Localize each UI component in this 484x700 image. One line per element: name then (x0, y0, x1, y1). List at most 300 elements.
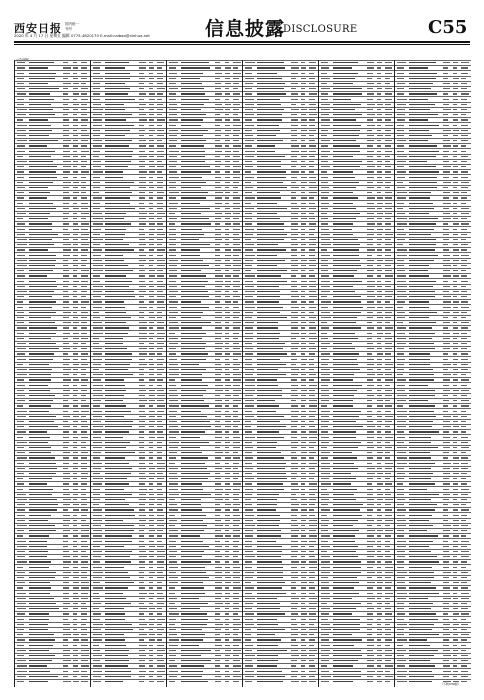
table-cell (291, 291, 298, 292)
table-cell (397, 494, 404, 495)
table-cell (81, 556, 88, 557)
table-cell (245, 551, 253, 552)
table-cell (105, 504, 129, 505)
table-cell (245, 572, 254, 573)
table-cell (81, 431, 87, 432)
table-row (167, 642, 243, 643)
table-cell (73, 634, 79, 635)
table-row (91, 512, 167, 513)
table-cell (157, 582, 162, 583)
table-cell (63, 62, 68, 63)
table-cell (377, 119, 382, 120)
table-cell (149, 327, 153, 328)
table-cell (453, 161, 457, 162)
table-cell (225, 483, 230, 484)
table-cell (93, 301, 102, 302)
table-cell (245, 151, 255, 152)
table-cell (233, 431, 239, 432)
table-cell (367, 561, 375, 562)
table-cell (149, 421, 155, 422)
table-cell (225, 203, 229, 204)
table-cell (29, 135, 49, 136)
table-cell (321, 556, 330, 557)
table-cell (461, 317, 466, 318)
table-cell (169, 161, 177, 162)
table-cell (409, 229, 434, 230)
table-cell (157, 171, 162, 172)
table-row (167, 668, 243, 669)
table-cell (461, 520, 466, 521)
table-cell (215, 73, 222, 74)
table-cell (29, 634, 54, 635)
table-cell (29, 431, 47, 432)
table-cell (93, 551, 102, 552)
table-cell (385, 369, 391, 370)
table-cell (73, 530, 78, 531)
table-cell (181, 197, 206, 198)
table-cell (291, 338, 296, 339)
table-cell (377, 660, 382, 661)
table-row (319, 216, 395, 217)
table-row (167, 159, 243, 160)
table-cell (93, 494, 100, 495)
table-cell (397, 296, 407, 297)
table-cell (257, 561, 282, 562)
table-row (395, 252, 471, 253)
table-cell (17, 535, 23, 536)
table-cell (443, 457, 448, 458)
table-cell (397, 255, 407, 256)
table-cell (169, 463, 175, 464)
table-cell (63, 561, 71, 562)
table-cell (215, 452, 223, 453)
table-cell (461, 535, 466, 536)
table-cell (29, 665, 47, 666)
table-cell (397, 577, 405, 578)
table-cell (139, 130, 145, 131)
table-cell (257, 504, 277, 505)
table-cell (225, 348, 229, 349)
table-cell (73, 78, 78, 79)
table-cell (333, 478, 356, 479)
table-cell (301, 483, 305, 484)
table-cell (233, 161, 239, 162)
table-cell (309, 166, 314, 167)
table-cell (309, 348, 316, 349)
table-cell (461, 140, 468, 141)
table-cell (81, 348, 87, 349)
table-cell (453, 489, 458, 490)
table-cell (409, 322, 436, 323)
table-cell (181, 634, 205, 635)
table-cell (157, 135, 164, 136)
table-cell (367, 468, 375, 469)
table-cell (377, 603, 382, 604)
table-cell (257, 499, 277, 500)
table-row (319, 596, 395, 597)
table-cell (73, 99, 77, 100)
table-cell (233, 333, 239, 334)
table-row (15, 429, 91, 430)
table-row (15, 263, 91, 264)
table-cell (63, 338, 68, 339)
table-cell (245, 156, 254, 157)
table-cell (367, 535, 374, 536)
table-cell (139, 416, 146, 417)
table-cell (291, 301, 297, 302)
table-cell (321, 598, 330, 599)
table-cell (301, 177, 307, 178)
table-cell (93, 515, 102, 516)
table-cell (73, 166, 77, 167)
table-cell (29, 541, 47, 542)
table-cell (63, 395, 69, 396)
table-cell (321, 249, 327, 250)
table-cell (245, 218, 252, 219)
table-row (15, 538, 91, 539)
table-cell (321, 525, 328, 526)
table-row (319, 502, 395, 503)
table-cell (245, 405, 254, 406)
table-cell (225, 405, 229, 406)
table-cell (301, 296, 305, 297)
table-cell (29, 161, 53, 162)
table-cell (169, 582, 178, 583)
table-cell (245, 385, 255, 386)
table-cell (377, 400, 383, 401)
table-cell (93, 655, 102, 656)
table-cell (181, 145, 204, 146)
table-cell (149, 192, 153, 193)
table-cell (245, 431, 252, 432)
table-cell (291, 650, 298, 651)
table-cell (301, 67, 306, 68)
table-cell (233, 353, 241, 354)
table-cell (233, 135, 239, 136)
table-cell (245, 452, 252, 453)
table-row (395, 466, 471, 467)
table-cell (409, 629, 432, 630)
table-cell (181, 338, 202, 339)
table-row (167, 325, 243, 326)
table-cell (245, 265, 252, 266)
table-row (167, 512, 243, 513)
table-cell (453, 78, 459, 79)
table-cell (149, 291, 154, 292)
table-cell (409, 577, 434, 578)
table-cell (29, 520, 48, 521)
table-cell (181, 619, 208, 620)
table-cell (301, 473, 306, 474)
table-cell (309, 624, 314, 625)
table-cell (233, 504, 240, 505)
table-cell (301, 260, 307, 261)
table-cell (73, 504, 79, 505)
table-row (15, 356, 91, 357)
table-cell (233, 93, 240, 94)
table-row (319, 154, 395, 155)
table-cell (157, 535, 162, 536)
table-cell (257, 104, 281, 105)
table-cell (309, 291, 316, 292)
table-cell (169, 249, 176, 250)
table-cell (233, 270, 240, 271)
table-cell (93, 234, 100, 235)
table-cell (257, 400, 275, 401)
table-row (91, 653, 167, 654)
table-cell (105, 317, 131, 318)
table-cell (309, 177, 316, 178)
table-cell (225, 317, 230, 318)
table-cell (301, 364, 306, 365)
table-cell (245, 582, 251, 583)
table-cell (29, 489, 53, 490)
disclosure-table (14, 60, 470, 687)
table-cell (29, 140, 58, 141)
table-cell (333, 192, 353, 193)
table-cell (257, 203, 277, 204)
table-cell (181, 535, 200, 536)
table-cell (149, 530, 155, 531)
table-cell (309, 619, 316, 620)
table-cell (181, 416, 207, 417)
table-cell (461, 489, 469, 490)
table-cell (181, 353, 208, 354)
table-cell (291, 431, 297, 432)
table-cell (301, 405, 305, 406)
table-row (91, 159, 167, 160)
table-row (15, 388, 91, 389)
table-cell (93, 333, 103, 334)
table-cell (63, 385, 69, 386)
table-cell (377, 213, 383, 214)
table-cell (309, 556, 315, 557)
table-cell (257, 395, 282, 396)
table-row (319, 164, 395, 165)
table-cell (215, 307, 222, 308)
table-row (15, 289, 91, 290)
table-cell (139, 265, 144, 266)
table-cell (291, 619, 296, 620)
table-row (243, 70, 319, 71)
table-cell (309, 73, 314, 74)
table-cell (321, 307, 328, 308)
table-cell (81, 416, 86, 417)
table-row (395, 668, 471, 669)
table-row (15, 460, 91, 461)
table-cell (377, 509, 381, 510)
table-cell (215, 645, 222, 646)
table-cell (301, 452, 307, 453)
table-cell (73, 182, 79, 183)
table-cell (139, 359, 145, 360)
table-cell (377, 457, 382, 458)
table-cell (225, 411, 229, 412)
table-cell (29, 151, 55, 152)
table-cell (309, 171, 314, 172)
table-cell (385, 572, 393, 573)
table-cell (63, 99, 69, 100)
table-cell (215, 119, 222, 120)
table-cell (377, 62, 382, 63)
table-row (167, 122, 243, 123)
table-cell (93, 582, 100, 583)
table-cell (367, 353, 372, 354)
table-cell (17, 499, 27, 500)
table-cell (169, 322, 178, 323)
table-cell (105, 182, 134, 183)
table-cell (225, 322, 229, 323)
table-cell (215, 608, 220, 609)
table-cell (225, 73, 230, 74)
table-cell (397, 213, 405, 214)
table-cell (233, 525, 239, 526)
table-row (15, 658, 91, 659)
table-cell (105, 608, 124, 609)
table-row (91, 398, 167, 399)
table-cell (409, 156, 436, 157)
table-row (167, 450, 243, 451)
table-cell (105, 390, 126, 391)
table-cell (169, 385, 176, 386)
table-cell (245, 504, 252, 505)
table-row (243, 294, 319, 295)
table-cell (29, 572, 56, 573)
table-cell (461, 83, 467, 84)
table-cell (105, 447, 126, 448)
table-cell (81, 192, 86, 193)
table-cell (291, 192, 296, 193)
table-row (395, 445, 471, 446)
table-row (15, 351, 91, 352)
table-cell (245, 624, 254, 625)
table-cell (149, 369, 154, 370)
table-cell (301, 145, 306, 146)
table-cell (105, 223, 131, 224)
table-cell (385, 343, 392, 344)
table-row (395, 122, 471, 123)
table-cell (385, 83, 390, 84)
table-row (395, 310, 471, 311)
table-cell (63, 437, 69, 438)
table-cell (385, 379, 393, 380)
table-row (91, 117, 167, 118)
table-cell (443, 671, 451, 672)
table-cell (157, 608, 162, 609)
table-cell (291, 671, 298, 672)
table-row (91, 70, 167, 71)
table-cell (215, 281, 223, 282)
table-cell (309, 395, 315, 396)
table-cell (139, 411, 145, 412)
table-row (167, 403, 243, 404)
table-cell (233, 442, 240, 443)
table-cell (181, 317, 201, 318)
table-cell (257, 218, 280, 219)
table-cell (157, 244, 162, 245)
table-cell (321, 494, 329, 495)
table-cell (157, 265, 165, 266)
table-cell (93, 88, 100, 89)
table-cell (301, 463, 306, 464)
table-cell (443, 655, 451, 656)
table-cell (461, 161, 467, 162)
table-cell (139, 468, 146, 469)
table-row (319, 512, 395, 513)
table-cell (233, 681, 239, 682)
table-row (395, 518, 471, 519)
table-cell (321, 327, 329, 328)
table-cell (377, 218, 382, 219)
table-row (243, 445, 319, 446)
table-row (91, 611, 167, 612)
table-cell (139, 499, 146, 500)
table-cell (443, 593, 450, 594)
table-cell (321, 530, 328, 531)
table-row (319, 294, 395, 295)
table-cell (291, 67, 299, 68)
table-cell (397, 171, 406, 172)
table-cell (257, 598, 277, 599)
table-row (319, 497, 395, 498)
table-cell (245, 463, 252, 464)
table-cell (333, 265, 361, 266)
table-cell (443, 260, 450, 261)
table-cell (63, 322, 71, 323)
table-cell (73, 587, 79, 588)
table-cell (397, 275, 406, 276)
table-row (319, 320, 395, 321)
table-cell (149, 499, 155, 500)
table-cell (17, 504, 25, 505)
table-cell (139, 634, 147, 635)
table-cell (309, 296, 317, 297)
table-row (15, 330, 91, 331)
table-cell (93, 572, 103, 573)
table-cell (215, 151, 222, 152)
table-cell (225, 608, 229, 609)
table-cell (409, 535, 438, 536)
table-cell (461, 598, 469, 599)
table-cell (309, 312, 314, 313)
table-cell (17, 452, 25, 453)
table-row (167, 590, 243, 591)
table-cell (397, 400, 406, 401)
table-cell (461, 203, 466, 204)
table-cell (291, 567, 297, 568)
table-cell (157, 437, 164, 438)
table-row (319, 91, 395, 92)
table-cell (17, 218, 23, 219)
table-cell (301, 400, 306, 401)
table-cell (139, 567, 145, 568)
table-cell (81, 130, 87, 131)
table-cell (225, 639, 229, 640)
table-cell (169, 624, 175, 625)
table-cell (225, 177, 230, 178)
table-cell (157, 405, 165, 406)
table-cell (453, 93, 457, 94)
table-cell (367, 275, 373, 276)
table-cell (397, 676, 406, 677)
table-cell (333, 405, 353, 406)
table-cell (81, 598, 88, 599)
table-cell (139, 577, 144, 578)
table-cell (215, 676, 221, 677)
table-column (14, 60, 91, 687)
table-row (395, 341, 471, 342)
table-row (395, 351, 471, 352)
